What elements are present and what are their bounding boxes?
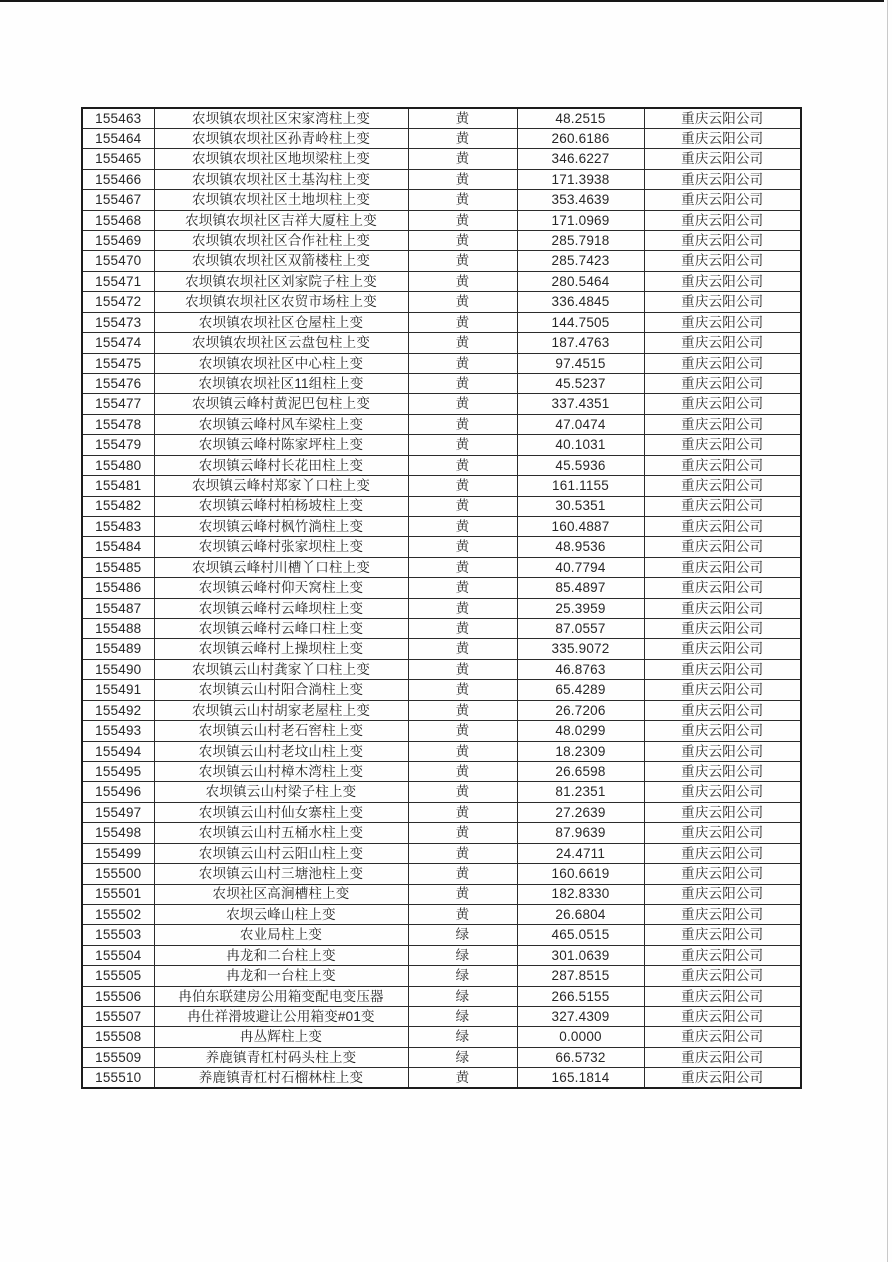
company-cell: 重庆云阳公司 xyxy=(644,312,801,332)
row-id-cell: 155480 xyxy=(82,455,154,475)
station-name-cell: 农坝镇云山村胡家老屋柱上变 xyxy=(154,700,408,720)
table-row xyxy=(82,292,801,312)
table-row xyxy=(82,557,801,577)
company-cell: 重庆云阳公司 xyxy=(644,659,801,679)
capacity-value-cell: 30.5351 xyxy=(517,496,644,516)
row-id-cell: 155497 xyxy=(82,802,154,822)
capacity-value-cell: 301.0639 xyxy=(517,945,644,965)
capacity-value-cell: 335.9072 xyxy=(517,639,644,659)
company-cell: 重庆云阳公司 xyxy=(644,925,801,945)
status-cell: 黄 xyxy=(408,904,517,924)
station-name-cell: 冉龙和一台柱上变 xyxy=(154,966,408,986)
table-row xyxy=(82,312,801,332)
row-id-cell: 155466 xyxy=(82,169,154,189)
row-id-cell: 155487 xyxy=(82,598,154,618)
row-id-cell: 155472 xyxy=(82,292,154,312)
row-id-cell: 155492 xyxy=(82,700,154,720)
status-cell: 黄 xyxy=(408,782,517,802)
table-row xyxy=(82,741,801,761)
transformer-table xyxy=(81,107,802,1089)
row-id-cell: 155469 xyxy=(82,231,154,251)
status-cell: 黄 xyxy=(408,455,517,475)
status-cell: 绿 xyxy=(408,1047,517,1067)
status-cell: 黄 xyxy=(408,435,517,455)
status-cell: 绿 xyxy=(408,986,517,1006)
status-cell: 黄 xyxy=(408,843,517,863)
company-cell: 重庆云阳公司 xyxy=(644,251,801,271)
company-cell: 重庆云阳公司 xyxy=(644,1047,801,1067)
company-cell: 重庆云阳公司 xyxy=(644,190,801,210)
status-cell: 黄 xyxy=(408,373,517,393)
row-id-cell: 155495 xyxy=(82,762,154,782)
capacity-value-cell: 48.0299 xyxy=(517,721,644,741)
company-cell: 重庆云阳公司 xyxy=(644,945,801,965)
row-id-cell: 155484 xyxy=(82,537,154,557)
company-cell: 重庆云阳公司 xyxy=(644,782,801,802)
station-name-cell: 农坝镇云山村龚家丫口柱上变 xyxy=(154,659,408,679)
status-cell: 黄 xyxy=(408,476,517,496)
station-name-cell: 农坝镇云山村阳合淌柱上变 xyxy=(154,680,408,700)
table-row xyxy=(82,128,801,148)
status-cell: 黄 xyxy=(408,353,517,373)
table-row xyxy=(82,476,801,496)
row-id-cell: 155473 xyxy=(82,312,154,332)
table-row xyxy=(82,945,801,965)
station-name-cell: 农坝镇云山村三塘池柱上变 xyxy=(154,864,408,884)
company-cell: 重庆云阳公司 xyxy=(644,966,801,986)
table-row xyxy=(82,966,801,986)
table-row xyxy=(82,537,801,557)
capacity-value-cell: 260.6186 xyxy=(517,128,644,148)
capacity-value-cell: 287.8515 xyxy=(517,966,644,986)
table-row xyxy=(82,1047,801,1067)
station-name-cell: 农坝镇农坝社区11组柱上变 xyxy=(154,373,408,393)
capacity-value-cell: 48.2515 xyxy=(517,108,644,128)
table-row xyxy=(82,1027,801,1047)
status-cell: 黄 xyxy=(408,516,517,536)
station-name-cell: 农坝镇农坝社区土地坝柱上变 xyxy=(154,190,408,210)
company-cell: 重庆云阳公司 xyxy=(644,680,801,700)
station-name-cell: 养鹿镇青杠村石榴林柱上变 xyxy=(154,1068,408,1088)
table-row xyxy=(82,659,801,679)
station-name-cell: 农坝云峰山柱上变 xyxy=(154,904,408,924)
company-cell: 重庆云阳公司 xyxy=(644,762,801,782)
status-cell: 绿 xyxy=(408,1027,517,1047)
table-row xyxy=(82,435,801,455)
capacity-value-cell: 45.5936 xyxy=(517,455,644,475)
station-name-cell: 冉仕祥滑坡避让公用箱变#01变 xyxy=(154,1007,408,1027)
company-cell: 重庆云阳公司 xyxy=(644,557,801,577)
status-cell: 绿 xyxy=(408,966,517,986)
status-cell: 黄 xyxy=(408,108,517,128)
station-name-cell: 农坝镇云峰村长花田柱上变 xyxy=(154,455,408,475)
capacity-value-cell: 161.1155 xyxy=(517,476,644,496)
status-cell: 黄 xyxy=(408,1068,517,1088)
company-cell: 重庆云阳公司 xyxy=(644,108,801,128)
company-cell: 重庆云阳公司 xyxy=(644,455,801,475)
row-id-cell: 155463 xyxy=(82,108,154,128)
company-cell: 重庆云阳公司 xyxy=(644,333,801,353)
row-id-cell: 155485 xyxy=(82,557,154,577)
company-cell: 重庆云阳公司 xyxy=(644,986,801,1006)
capacity-value-cell: 171.0969 xyxy=(517,210,644,230)
company-cell: 重庆云阳公司 xyxy=(644,271,801,291)
row-id-cell: 155467 xyxy=(82,190,154,210)
status-cell: 黄 xyxy=(408,271,517,291)
row-id-cell: 155475 xyxy=(82,353,154,373)
status-cell: 黄 xyxy=(408,414,517,434)
capacity-value-cell: 81.2351 xyxy=(517,782,644,802)
capacity-value-cell: 26.6598 xyxy=(517,762,644,782)
company-cell: 重庆云阳公司 xyxy=(644,149,801,169)
capacity-value-cell: 87.9639 xyxy=(517,823,644,843)
capacity-value-cell: 47.0474 xyxy=(517,414,644,434)
status-cell: 黄 xyxy=(408,496,517,516)
capacity-value-cell: 160.6619 xyxy=(517,864,644,884)
table-row xyxy=(82,333,801,353)
row-id-cell: 155510 xyxy=(82,1068,154,1088)
table-row xyxy=(82,1007,801,1027)
status-cell: 黄 xyxy=(408,251,517,271)
status-cell: 黄 xyxy=(408,680,517,700)
company-cell: 重庆云阳公司 xyxy=(644,843,801,863)
table-row xyxy=(82,373,801,393)
station-name-cell: 农坝镇农坝社区孙青岭柱上变 xyxy=(154,128,408,148)
table-row xyxy=(82,231,801,251)
row-id-cell: 155468 xyxy=(82,210,154,230)
table-row xyxy=(82,353,801,373)
status-cell: 黄 xyxy=(408,169,517,189)
company-cell: 重庆云阳公司 xyxy=(644,884,801,904)
station-name-cell: 农坝镇云峰村张家坝柱上变 xyxy=(154,537,408,557)
capacity-value-cell: 27.2639 xyxy=(517,802,644,822)
capacity-value-cell: 48.9536 xyxy=(517,537,644,557)
capacity-value-cell: 25.3959 xyxy=(517,598,644,618)
capacity-value-cell: 285.7423 xyxy=(517,251,644,271)
capacity-value-cell: 165.1814 xyxy=(517,1068,644,1088)
row-id-cell: 155501 xyxy=(82,884,154,904)
table-row xyxy=(82,1068,801,1088)
status-cell: 黄 xyxy=(408,394,517,414)
row-id-cell: 155498 xyxy=(82,823,154,843)
row-id-cell: 155508 xyxy=(82,1027,154,1047)
capacity-value-cell: 46.8763 xyxy=(517,659,644,679)
status-cell: 黄 xyxy=(408,639,517,659)
status-cell: 黄 xyxy=(408,700,517,720)
station-name-cell: 农坝镇农坝社区刘家院子柱上变 xyxy=(154,271,408,291)
status-cell: 黄 xyxy=(408,619,517,639)
company-cell: 重庆云阳公司 xyxy=(644,864,801,884)
company-cell: 重庆云阳公司 xyxy=(644,231,801,251)
capacity-value-cell: 97.4515 xyxy=(517,353,644,373)
row-id-cell: 155500 xyxy=(82,864,154,884)
company-cell: 重庆云阳公司 xyxy=(644,1027,801,1047)
row-id-cell: 155494 xyxy=(82,741,154,761)
company-cell: 重庆云阳公司 xyxy=(644,721,801,741)
table-row xyxy=(82,680,801,700)
row-id-cell: 155491 xyxy=(82,680,154,700)
table-row xyxy=(82,455,801,475)
station-name-cell: 农坝镇农坝社区中心柱上变 xyxy=(154,353,408,373)
company-cell: 重庆云阳公司 xyxy=(644,823,801,843)
capacity-value-cell: 65.4289 xyxy=(517,680,644,700)
row-id-cell: 155496 xyxy=(82,782,154,802)
row-id-cell: 155488 xyxy=(82,619,154,639)
table-row xyxy=(82,190,801,210)
capacity-value-cell: 144.7505 xyxy=(517,312,644,332)
capacity-value-cell: 346.6227 xyxy=(517,149,644,169)
station-name-cell: 农坝镇云山村老坟山柱上变 xyxy=(154,741,408,761)
capacity-value-cell: 266.5155 xyxy=(517,986,644,1006)
company-cell: 重庆云阳公司 xyxy=(644,1007,801,1027)
station-name-cell: 农坝镇云山村梁子柱上变 xyxy=(154,782,408,802)
status-cell: 黄 xyxy=(408,190,517,210)
station-name-cell: 农坝镇云峰村黄泥巴包柱上变 xyxy=(154,394,408,414)
capacity-value-cell: 45.5237 xyxy=(517,373,644,393)
status-cell: 绿 xyxy=(408,1007,517,1027)
company-cell: 重庆云阳公司 xyxy=(644,169,801,189)
company-cell: 重庆云阳公司 xyxy=(644,496,801,516)
table-row xyxy=(82,271,801,291)
status-cell: 黄 xyxy=(408,823,517,843)
station-name-cell: 农坝镇农坝社区土基沟柱上变 xyxy=(154,169,408,189)
table-row xyxy=(82,149,801,169)
company-cell: 重庆云阳公司 xyxy=(644,394,801,414)
page-right-edge-line xyxy=(887,0,888,1262)
status-cell: 黄 xyxy=(408,537,517,557)
station-name-cell: 农坝镇云峰村上操坝柱上变 xyxy=(154,639,408,659)
capacity-value-cell: 24.4711 xyxy=(517,843,644,863)
row-id-cell: 155507 xyxy=(82,1007,154,1027)
table-row xyxy=(82,619,801,639)
row-id-cell: 155509 xyxy=(82,1047,154,1067)
status-cell: 黄 xyxy=(408,578,517,598)
row-id-cell: 155489 xyxy=(82,639,154,659)
company-cell: 重庆云阳公司 xyxy=(644,210,801,230)
station-name-cell: 农坝镇农坝社区仓屋柱上变 xyxy=(154,312,408,332)
capacity-value-cell: 160.4887 xyxy=(517,516,644,536)
table-row xyxy=(82,782,801,802)
page-top-edge-line xyxy=(0,0,884,2)
capacity-value-cell: 0.0000 xyxy=(517,1027,644,1047)
station-name-cell: 农坝镇云山村老石窖柱上变 xyxy=(154,721,408,741)
capacity-value-cell: 337.4351 xyxy=(517,394,644,414)
table-row xyxy=(82,884,801,904)
station-name-cell: 农坝镇云峰村枫竹淌柱上变 xyxy=(154,516,408,536)
station-name-cell: 农坝镇云山村云阳山柱上变 xyxy=(154,843,408,863)
row-id-cell: 155493 xyxy=(82,721,154,741)
station-name-cell: 冉龙和二台柱上变 xyxy=(154,945,408,965)
station-name-cell: 农坝镇云山村樟木湾柱上变 xyxy=(154,762,408,782)
company-cell: 重庆云阳公司 xyxy=(644,578,801,598)
capacity-value-cell: 285.7918 xyxy=(517,231,644,251)
table-row xyxy=(82,251,801,271)
station-name-cell: 农坝镇农坝社区农贸市场柱上变 xyxy=(154,292,408,312)
station-name-cell: 农业局柱上变 xyxy=(154,925,408,945)
capacity-value-cell: 85.4897 xyxy=(517,578,644,598)
row-id-cell: 155486 xyxy=(82,578,154,598)
table-row xyxy=(82,496,801,516)
row-id-cell: 155474 xyxy=(82,333,154,353)
row-id-cell: 155503 xyxy=(82,925,154,945)
station-name-cell: 农坝镇农坝社区云盘包柱上变 xyxy=(154,333,408,353)
table-row xyxy=(82,414,801,434)
station-name-cell: 农坝镇云山村仙女寨柱上变 xyxy=(154,802,408,822)
table-row xyxy=(82,843,801,863)
status-cell: 绿 xyxy=(408,945,517,965)
row-id-cell: 155479 xyxy=(82,435,154,455)
station-name-cell: 农坝镇农坝社区双箭楼柱上变 xyxy=(154,251,408,271)
row-id-cell: 155505 xyxy=(82,966,154,986)
station-name-cell: 农坝镇云峰村云峰坝柱上变 xyxy=(154,598,408,618)
table-row xyxy=(82,802,801,822)
table-row xyxy=(82,823,801,843)
status-cell: 黄 xyxy=(408,884,517,904)
company-cell: 重庆云阳公司 xyxy=(644,802,801,822)
status-cell: 黄 xyxy=(408,312,517,332)
capacity-value-cell: 465.0515 xyxy=(517,925,644,945)
row-id-cell: 155476 xyxy=(82,373,154,393)
row-id-cell: 155483 xyxy=(82,516,154,536)
row-id-cell: 155506 xyxy=(82,986,154,1006)
capacity-value-cell: 336.4845 xyxy=(517,292,644,312)
status-cell: 黄 xyxy=(408,864,517,884)
capacity-value-cell: 182.8330 xyxy=(517,884,644,904)
station-name-cell: 冉伯东联建房公用箱变配电变压器 xyxy=(154,986,408,1006)
table-row xyxy=(82,864,801,884)
capacity-value-cell: 26.7206 xyxy=(517,700,644,720)
status-cell: 黄 xyxy=(408,598,517,618)
table-row xyxy=(82,925,801,945)
station-name-cell: 农坝镇农坝社区地坝梁柱上变 xyxy=(154,149,408,169)
table-row xyxy=(82,578,801,598)
status-cell: 黄 xyxy=(408,128,517,148)
table-row xyxy=(82,904,801,924)
table-row xyxy=(82,986,801,1006)
table-row xyxy=(82,700,801,720)
table-row xyxy=(82,639,801,659)
table-row xyxy=(82,762,801,782)
status-cell: 黄 xyxy=(408,292,517,312)
status-cell: 黄 xyxy=(408,210,517,230)
company-cell: 重庆云阳公司 xyxy=(644,700,801,720)
table-row xyxy=(82,169,801,189)
company-cell: 重庆云阳公司 xyxy=(644,639,801,659)
table-row xyxy=(82,598,801,618)
row-id-cell: 155482 xyxy=(82,496,154,516)
capacity-value-cell: 327.4309 xyxy=(517,1007,644,1027)
table-row xyxy=(82,108,801,128)
row-id-cell: 155502 xyxy=(82,904,154,924)
company-cell: 重庆云阳公司 xyxy=(644,373,801,393)
station-name-cell: 农坝镇云峰村陈家坪柱上变 xyxy=(154,435,408,455)
table-row xyxy=(82,516,801,536)
station-name-cell: 农坝镇云山村五桶水柱上变 xyxy=(154,823,408,843)
status-cell: 黄 xyxy=(408,802,517,822)
station-name-cell: 冉丛辉柱上变 xyxy=(154,1027,408,1047)
company-cell: 重庆云阳公司 xyxy=(644,1068,801,1088)
station-name-cell: 农坝镇云峰村柏杨坡柱上变 xyxy=(154,496,408,516)
row-id-cell: 155470 xyxy=(82,251,154,271)
station-name-cell: 农坝镇农坝社区宋家湾柱上变 xyxy=(154,108,408,128)
company-cell: 重庆云阳公司 xyxy=(644,414,801,434)
station-name-cell: 农坝镇云峰村风车梁柱上变 xyxy=(154,414,408,434)
capacity-value-cell: 26.6804 xyxy=(517,904,644,924)
capacity-value-cell: 87.0557 xyxy=(517,619,644,639)
table-row xyxy=(82,394,801,414)
row-id-cell: 155471 xyxy=(82,271,154,291)
row-id-cell: 155478 xyxy=(82,414,154,434)
capacity-value-cell: 187.4763 xyxy=(517,333,644,353)
company-cell: 重庆云阳公司 xyxy=(644,353,801,373)
status-cell: 黄 xyxy=(408,231,517,251)
row-id-cell: 155465 xyxy=(82,149,154,169)
capacity-value-cell: 171.3938 xyxy=(517,169,644,189)
company-cell: 重庆云阳公司 xyxy=(644,619,801,639)
company-cell: 重庆云阳公司 xyxy=(644,741,801,761)
station-name-cell: 农坝镇云峰村郑家丫口柱上变 xyxy=(154,476,408,496)
station-name-cell: 农坝社区高涧槽柱上变 xyxy=(154,884,408,904)
company-cell: 重庆云阳公司 xyxy=(644,128,801,148)
table-row xyxy=(82,210,801,230)
row-id-cell: 155481 xyxy=(82,476,154,496)
station-name-cell: 农坝镇农坝社区合作社柱上变 xyxy=(154,231,408,251)
station-name-cell: 农坝镇云峰村仰天窝柱上变 xyxy=(154,578,408,598)
status-cell: 黄 xyxy=(408,659,517,679)
company-cell: 重庆云阳公司 xyxy=(644,435,801,455)
company-cell: 重庆云阳公司 xyxy=(644,516,801,536)
company-cell: 重庆云阳公司 xyxy=(644,904,801,924)
transformer-table-body xyxy=(82,108,801,1088)
capacity-value-cell: 40.7794 xyxy=(517,557,644,577)
company-cell: 重庆云阳公司 xyxy=(644,537,801,557)
row-id-cell: 155499 xyxy=(82,843,154,863)
capacity-value-cell: 18.2309 xyxy=(517,741,644,761)
row-id-cell: 155464 xyxy=(82,128,154,148)
row-id-cell: 155490 xyxy=(82,659,154,679)
station-name-cell: 农坝镇云峰村川槽丫口柱上变 xyxy=(154,557,408,577)
status-cell: 黄 xyxy=(408,762,517,782)
status-cell: 黄 xyxy=(408,741,517,761)
row-id-cell: 155504 xyxy=(82,945,154,965)
capacity-value-cell: 40.1031 xyxy=(517,435,644,455)
company-cell: 重庆云阳公司 xyxy=(644,292,801,312)
status-cell: 黄 xyxy=(408,721,517,741)
capacity-value-cell: 66.5732 xyxy=(517,1047,644,1067)
status-cell: 黄 xyxy=(408,149,517,169)
capacity-value-cell: 280.5464 xyxy=(517,271,644,291)
status-cell: 黄 xyxy=(408,557,517,577)
station-name-cell: 农坝镇云峰村云峰口柱上变 xyxy=(154,619,408,639)
capacity-value-cell: 353.4639 xyxy=(517,190,644,210)
row-id-cell: 155477 xyxy=(82,394,154,414)
status-cell: 黄 xyxy=(408,333,517,353)
station-name-cell: 农坝镇农坝社区吉祥大厦柱上变 xyxy=(154,210,408,230)
status-cell: 绿 xyxy=(408,925,517,945)
table-row xyxy=(82,721,801,741)
station-name-cell: 养鹿镇青杠村码头柱上变 xyxy=(154,1047,408,1067)
company-cell: 重庆云阳公司 xyxy=(644,476,801,496)
company-cell: 重庆云阳公司 xyxy=(644,598,801,618)
